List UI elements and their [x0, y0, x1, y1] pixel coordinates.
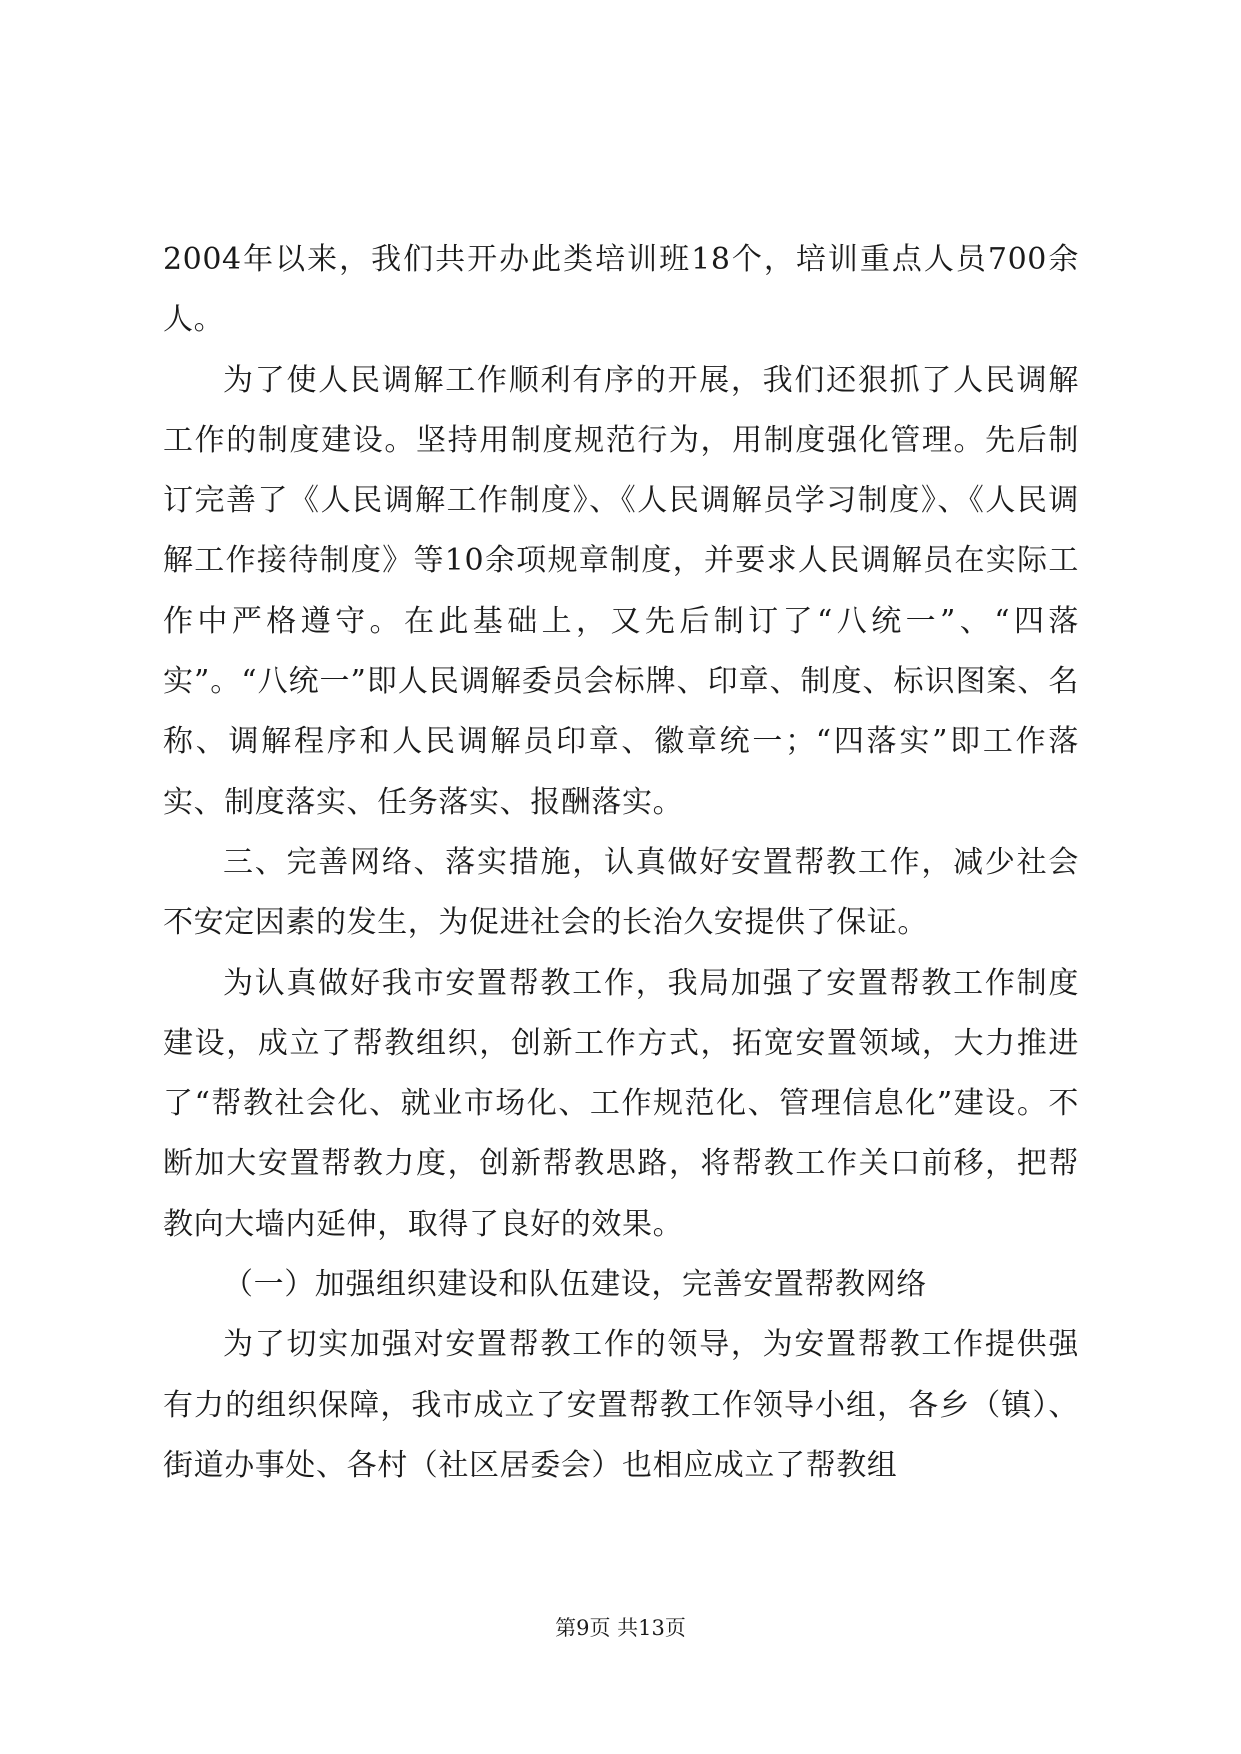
section-heading-three: 三、完善网络、落实措施，认真做好安置帮教工作，减少社会不安定因素的发生，为促进社会的长治久安提供了保证。	[163, 844, 1079, 941]
document-body	[163, 230, 1079, 1496]
paragraph-resettlement: 为认真做好我市安置帮教工作，我局加强了安置帮教工作制度建设，成立了帮教组织，创新工作方式，拓宽安置领域，大力推进了“帮教社会化、就业市场化、工作规范化、管理信息化”建设。不断加大安置帮教力度，创新帮教思路，将帮教工作关口前移，把帮教向大墙内延伸，取得了良好的效果。	[163, 965, 1079, 1242]
paragraph-continuation: 2004年以来，我们共开办此类培训班18个，培训重点人员700余人。	[163, 242, 1079, 338]
page-number-footer: 第9页 共13页	[555, 1616, 686, 1640]
subsection-heading-one: （一）加强组织建设和队伍建设，完善安置帮教网络	[223, 1267, 927, 1303]
paragraph-mediation-system: 为了使人民调解工作顺利有序的开展，我们还狠抓了人民调解工作的制度建设。坚持用制度规范行为，用制度强化管理。先后制订完善了《人民调解工作制度》、《人民调解员学习制度》、《人民调解工作接待制度》等10余项规章制度，并要求人民调解员在实际工作中严格遵守。在此基础上，又先后制订了“八统一”、“四落实”。“八统一”即人民调解委员会标牌、印章、制度、标识图案、名称、调解程序和人民调解员印章、徽章统一；“四落实”即工作落实、制度落实、任务落实、报酬落实。	[163, 362, 1079, 820]
paragraph-organization: 为了切实加强对安置帮教工作的领导，为安置帮教工作提供强有力的组织保障，我市成立了安置帮教工作领导小组，各乡（镇）、街道办事处、各村（社区居委会）也相应成立了帮教组	[163, 1327, 1079, 1483]
